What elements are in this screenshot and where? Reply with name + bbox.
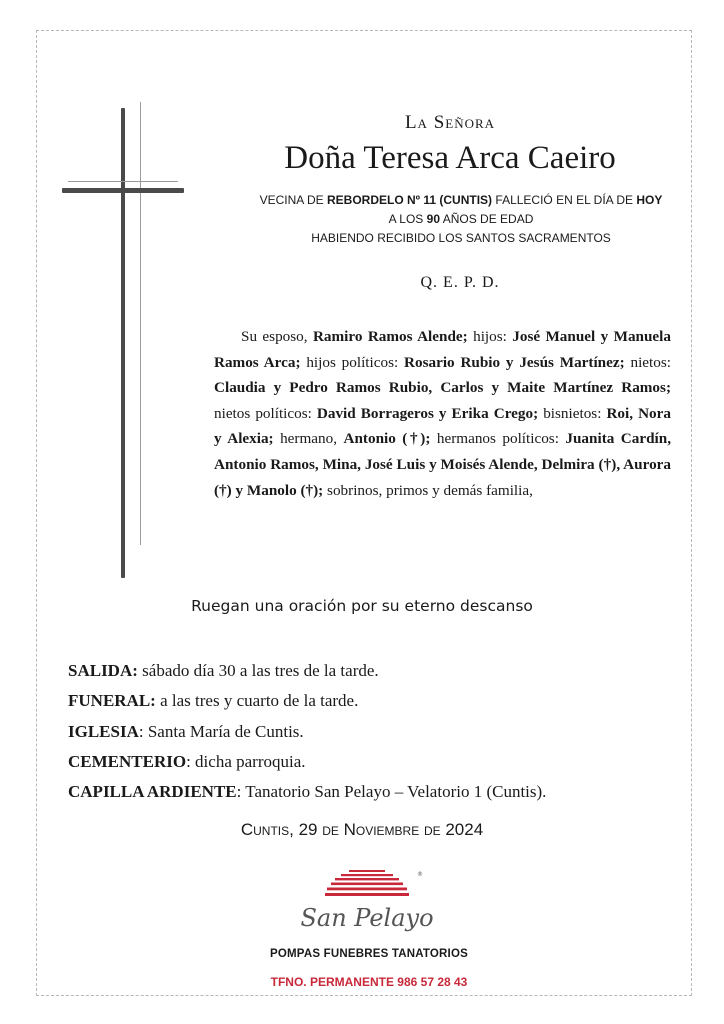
logo-dome — [325, 870, 409, 896]
info-block — [196, 191, 724, 248]
logo-text: San Pelayo — [300, 904, 434, 932]
detail-salida: SALIDA: sábado día 30 a las tres de la tarde. — [68, 661, 379, 680]
detail-iglesia: IGLESIA: Santa María de Cuntis. — [68, 721, 304, 741]
detail-funeral: FUNERAL: a las tres y cuarto de la tarde. — [68, 691, 359, 711]
deceased-name: Doña Teresa Arca Caeiro — [284, 140, 616, 176]
san-pelayo-logo — [297, 868, 437, 938]
service-details — [68, 656, 546, 807]
qepd: Q. E. P. D. — [420, 274, 500, 291]
registered-mark: ® — [417, 871, 423, 878]
family-paragraph: Su esposo, Ramiro Ramos Alende; hijos: José Manuel y Manuela Ramos Arca; hijos políticos: Rosario Rubio y Jesús Martínez; nietos: Claudia y Pedro Ramos Rubio, Carlos y Maite Martínez Ramos; nietos políticos: David Borrageros y Erika Crego; bisnietos: Roi, Nora y Alexia; hermano, Antonio (†); hermanos políticos: Juanita Cardín, Antonio Ramos, Mina, José Luis y Moisés Alende, Delmira (†), Aurora (†) y Manolo (†); sobrinos, primos y demás familia, — [214, 328, 672, 499]
date-line: Cuntis, 29 de Noviembre de 2024 — [240, 820, 484, 839]
info-line-2: A LOS 90 AÑOS DE EDAD — [388, 212, 534, 226]
prayer-request: Ruegan una oración por su eterno descanso — [191, 597, 533, 615]
title-line: La Señora — [404, 112, 496, 133]
info-line-3: HABIENDO RECIBIDO LOS SANTOS SACRAMENTOS — [311, 231, 611, 245]
info-line-1: VECINA DE REBORDELO Nº 11 (CUNTIS) FALLECIÓ EN EL DÍA DE HOY — [259, 193, 663, 207]
phone-number: TFNO. PERMANENTE 986 57 28 43 — [270, 975, 468, 989]
detail-capilla: CAPILLA ARDIENTE: Tanatorio San Pelayo – Velatorio 1 (Cuntis). — [68, 782, 547, 802]
company-name: POMPAS FUNEBRES TANATORIOS — [270, 948, 468, 960]
detail-cementerio: CEMENTERIO: dicha parroquia. — [68, 751, 306, 771]
